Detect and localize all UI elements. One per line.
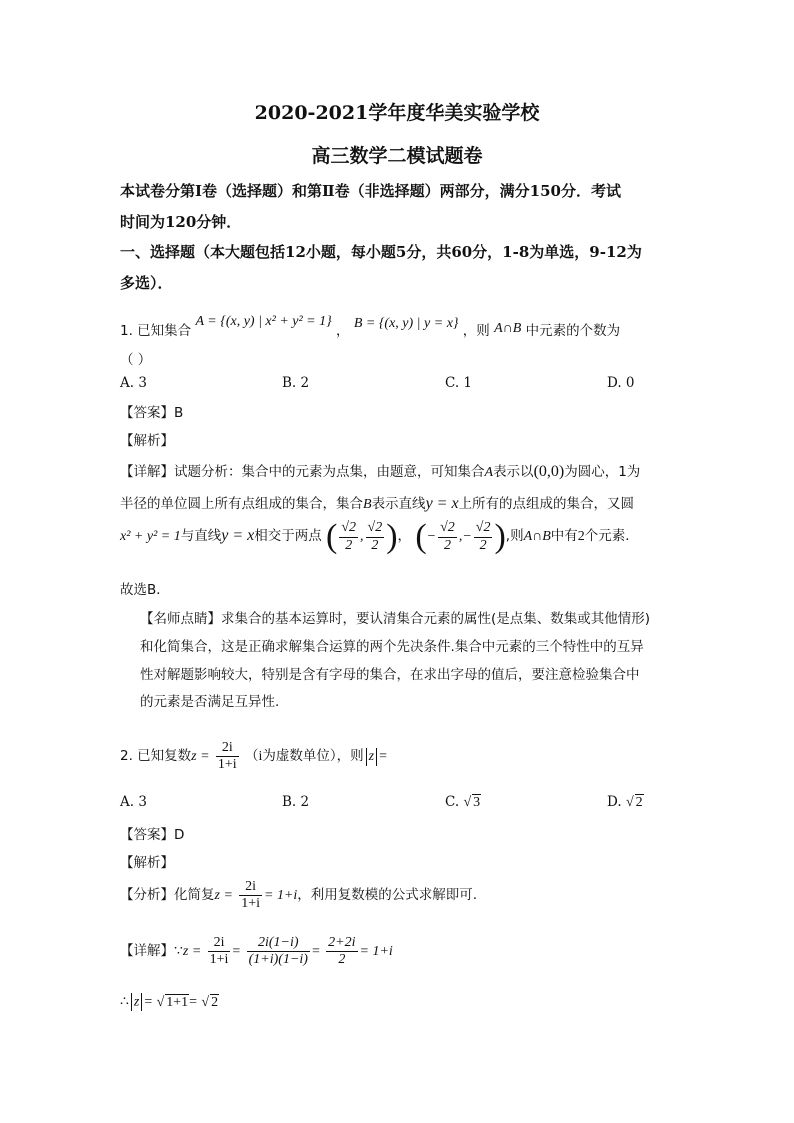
question-1-option-c: C. 1	[445, 375, 473, 391]
detail-text: 表示以	[493, 464, 534, 480]
question-1-tip-line-2: 和化简集合，这是正确求解集合运算的两个先决条件.集合中元素的三个特性中的互异	[140, 639, 644, 655]
abs-bar-left	[366, 748, 367, 766]
fraction-numerator: 2i	[208, 935, 231, 952]
detail-fraction-1	[208, 935, 231, 968]
option-label: C.	[445, 794, 460, 810]
question-1-analysis-label: 【解析】	[120, 433, 174, 449]
question-2-answer: 【答案】D	[120, 827, 185, 843]
question-2-z-eq: z =	[191, 749, 210, 765]
abs-z: z	[133, 994, 140, 1010]
section-header-line-2: 多选）．	[120, 274, 173, 292]
line-equation: y = x	[425, 495, 459, 512]
detail-text: 相交于两点	[254, 528, 322, 545]
intro-line-2: 时间为120分钟．	[120, 213, 242, 231]
fraction-denominator: 2	[338, 952, 346, 968]
question-1-answer-parens: （ ）	[120, 352, 152, 368]
detail-text: 与直线	[180, 528, 222, 545]
sqrt-2: √ 2	[625, 795, 643, 810]
radicand: 3	[473, 795, 481, 810]
radicand: 1+1	[166, 994, 189, 1010]
question-2-detail	[120, 935, 393, 968]
origin-point: (0,0)	[533, 463, 565, 480]
equals-sign: =	[232, 944, 241, 960]
sqrt-3: √ 3	[463, 795, 481, 810]
question-1-mid-text: ，则	[462, 323, 490, 339]
detail-text: 半径的单位圆上所有点组成的集合，集合	[120, 496, 363, 512]
detail-text: 上所有的点组成的集合，又圆	[458, 496, 635, 512]
element-count: 2	[577, 529, 585, 545]
radicand: 2	[211, 994, 219, 1010]
detail-fraction-2	[247, 935, 310, 968]
detail-text: ,则	[505, 528, 524, 545]
question-1-prefix: 1. 已知集合	[120, 323, 192, 339]
question-2-prefix: 2. 已知复数	[120, 748, 192, 765]
z-eq: z =	[182, 944, 202, 960]
fraction-numerator: 2i	[216, 740, 239, 757]
abs-z: z	[368, 749, 375, 765]
option-label: D.	[607, 794, 622, 810]
detail-text: 【分析】化简复	[120, 887, 215, 904]
detail-result: = 1+i	[359, 944, 393, 960]
document-title: 2020-2021学年度华美实验学校	[254, 102, 540, 124]
equals-sign: =	[379, 749, 387, 765]
equals-sign: =	[311, 944, 320, 960]
question-2-fraction	[216, 740, 239, 773]
intersection-point-2: (− $\frac{√2}{2}$ ,− $\frac{√2}{2}$ )	[415, 518, 506, 555]
detail-text: 为虚数单位），则	[262, 748, 364, 765]
radicand: 2	[635, 795, 643, 810]
detail-fraction-3	[326, 935, 357, 968]
question-1-expression: A∩B	[494, 321, 522, 336]
detail-text: 【详解】试题分析：集合中的元素为点集，由题意，可知集合	[120, 464, 485, 480]
circle-equation: x² + y² = 1	[120, 529, 181, 545]
sqrt-1-plus-1: √ 1+1	[156, 994, 189, 1010]
question-1-tip-line-3: 性对解题影响较大，特别是含有字母的集合，在求出字母的值后，要注意检验集合中	[140, 667, 640, 683]
fraction-denominator: 1+i	[209, 952, 229, 968]
detail-text: 个元素．	[584, 528, 639, 545]
fenxi-fraction	[239, 879, 262, 912]
fraction-denominator: 1+i	[217, 757, 237, 773]
question-2-option-d	[607, 794, 644, 811]
abs-bar-right	[376, 748, 377, 766]
question-1-stem	[120, 314, 621, 340]
question-1-set-b: B = {(x, y) | y = x}	[353, 316, 459, 331]
detail-text: 为圆心，1为	[564, 464, 641, 480]
line-equation: y = x	[221, 527, 255, 545]
set-b-symbol: B	[363, 497, 372, 512]
question-2-option-c	[445, 794, 481, 811]
question-1-comma: ，	[336, 323, 350, 339]
detail-text: （	[244, 748, 259, 765]
fenxi-result: = 1+i	[264, 888, 298, 904]
question-2-option-b: B. 2	[282, 794, 310, 810]
question-1-answer: 【答案】B	[120, 405, 184, 421]
equals-sign: =	[144, 994, 153, 1010]
intersection-expression: A∩B	[523, 529, 551, 545]
question-1-option-d: D. 0	[607, 375, 635, 391]
question-1-detail-line-1	[120, 460, 640, 481]
sqrt-2: √ 2	[201, 994, 219, 1010]
fraction-denominator: (1+i)(1−i)	[248, 952, 308, 968]
section-header-line-1: 一、选择题（本大题包括12小题，每小题5分，共60分，1-8为单选，9-12为	[120, 243, 642, 261]
therefore-symbol: ∴	[120, 994, 129, 1010]
detail-text: ，利用复数模的公式求解即可.	[297, 887, 478, 904]
question-1-conclusion: 故选B．	[120, 582, 170, 598]
equals-sign: =	[189, 994, 198, 1010]
detail-text: 中有	[550, 528, 578, 545]
imaginary-unit: i	[258, 749, 263, 765]
question-1-detail-line-3	[120, 520, 639, 554]
question-2-fenxi	[120, 879, 477, 912]
question-1-set-a: A = {(x, y) | x² + y² = 1}	[195, 314, 332, 329]
detail-text: 表示直线	[371, 496, 426, 512]
fraction-numerator: 2+2i	[326, 935, 357, 952]
abs-bar-left	[131, 993, 132, 1011]
question-2-final	[120, 993, 219, 1011]
fraction-numerator: 2i(1−i)	[247, 935, 310, 952]
question-1-suffix: 中元素的个数为	[525, 323, 621, 339]
set-a-symbol: A	[484, 465, 494, 480]
question-1-option-b: B. 2	[282, 375, 310, 391]
question-2-stem	[120, 740, 387, 773]
fraction-numerator: 2i	[239, 879, 262, 896]
question-1-detail-line-2	[120, 492, 634, 513]
question-1-tip-line-1: 【名师点睛】求集合的基本运算时，要认清集合元素的属性(是点集、数集或其他情形)	[140, 611, 651, 627]
intro-line-1: 本试卷分第Ⅰ卷（选择题）和第Ⅱ卷（非选择题）两部分，满分150分．考试	[120, 182, 621, 200]
intersection-point-1: ( $\frac{√2}{2}$ , $\frac{√2}{2}$ )	[326, 518, 398, 555]
abs-bar-right	[141, 993, 142, 1011]
question-2-option-a: A. 3	[120, 794, 147, 810]
because-symbol: ∵	[174, 944, 183, 960]
question-1-tip-line-4: 的元素是否满足互异性.	[140, 694, 280, 710]
document-subtitle: 高三数学二模试题卷	[311, 145, 483, 167]
fraction-denominator: 1+i	[241, 896, 260, 912]
question-1-option-a: A. 3	[120, 375, 147, 391]
detail-label: 【详解】	[120, 943, 174, 960]
z-eq: z =	[214, 888, 233, 904]
question-2-analysis-label: 【解析】	[120, 855, 174, 871]
detail-text: ，	[397, 528, 412, 545]
